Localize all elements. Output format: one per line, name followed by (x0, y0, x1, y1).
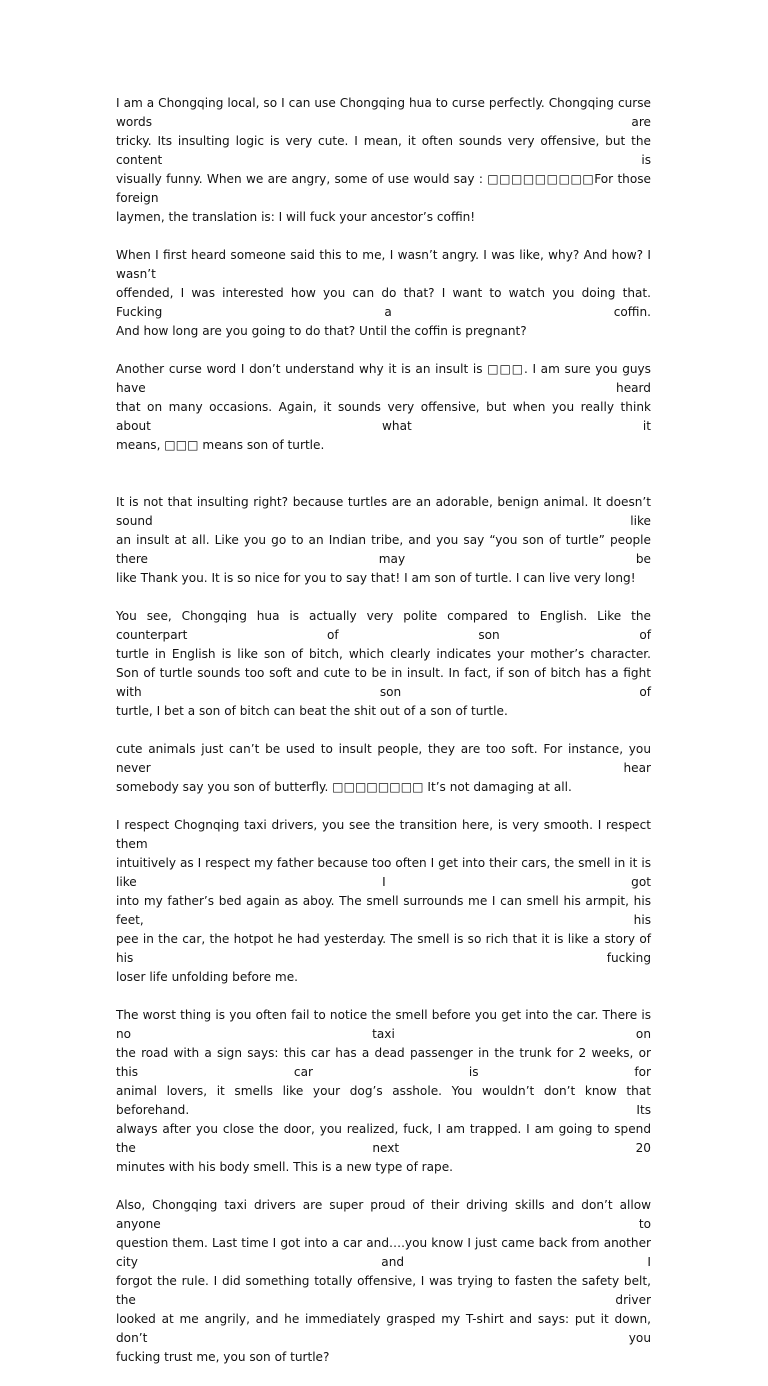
text-line: always after you close the door, you realized, fuck, I am trapped. I am going to spend the next 20 (116, 1122, 651, 1155)
text-line: means, □□□ means son of turtle. (116, 438, 325, 452)
text-line: an insult at all. Like you go to an Indian tribe, and you say “you son of turtle” people there may be (116, 533, 651, 566)
text-line: minutes with his body smell. This is a new type of rape. (116, 1160, 454, 1174)
text-line: looked at me angrily, and he immediately grasped my T-shirt and says: put it down, don’t you (116, 1312, 651, 1345)
paragraph (116, 1196, 651, 1367)
text-line: Another curse word I don’t understand why it is an insult is □□□. I am sure you guys have heard (116, 362, 651, 395)
text-line: turtle, I bet a son of bitch can beat the shit out of a son of turtle. (116, 704, 508, 718)
text-line: When I first heard someone said this to me, I wasn’t angry. I was like, why? And how? I wasn’t (116, 248, 651, 281)
text-line: like Thank you. It is so nice for you to say that! I am son of turtle. I can live very long! (116, 571, 636, 585)
text-line: animal lovers, it smells like your dog’s asshole. You wouldn’t don’t know that beforehand. Its (116, 1084, 651, 1117)
text-line: that on many occasions. Again, it sounds very offensive, but when you really think about what it (116, 400, 651, 433)
text-line: tricky. Its insulting logic is very cute. I mean, it often sounds very offensive, but the content is (116, 134, 651, 167)
paragraph (116, 1006, 651, 1177)
text-line: turtle in English is like son of bitch, which clearly indicates your mother’s character. (116, 647, 651, 661)
paragraph (116, 246, 651, 341)
text-line: laymen, the translation is: I will fuck your ancestor’s coffin! (116, 210, 476, 224)
text-line: offended, I was interested how you can do that? I want to watch you doing that. Fucking a coffin. (116, 286, 651, 319)
text-line: into my father’s bed again as aboy. The smell surrounds me I can smell his armpit, his feet, his (116, 894, 651, 927)
paragraph (116, 493, 651, 588)
text-line: cute animals just can’t be used to insult people, they are too soft. For instance, you never hear (116, 742, 651, 775)
text-line: visually funny. When we are angry, some of use would say : □□□□□□□□□For those foreign (116, 172, 651, 205)
text-line: It is not that insulting right? because turtles are an adorable, benign animal. It doesn’t sound like (116, 495, 651, 528)
paragraph (116, 360, 651, 455)
text-line: fucking trust me, you son of turtle? (116, 1350, 330, 1364)
text-line: loser life unfolding before me. (116, 970, 298, 984)
text-line: I respect Chognqing taxi drivers, you see the transition here, is very smooth. I respect them (116, 818, 651, 851)
document-page (116, 94, 651, 1386)
text-line: And how long are you going to do that? Until the coffin is pregnant? (116, 324, 527, 338)
paragraph (116, 94, 651, 227)
text-line: Also, Chongqing taxi drivers are super proud of their driving skills and don’t allow anyone to (116, 1198, 651, 1231)
text-line: You see, Chongqing hua is actually very polite compared to English. Like the counterpart of son of (116, 609, 651, 642)
text-line: somebody say you son of butterfly. □□□□□□□□ It’s not damaging at all. (116, 780, 572, 794)
paragraph (116, 816, 651, 987)
text-line: question them. Last time I got into a car and….you know I just came back from another city and I (116, 1236, 651, 1269)
text-line: I am a Chongqing local, so I can use Chongqing hua to curse perfectly. Chongqing curse words are (116, 96, 651, 129)
text-line: Son of turtle sounds too soft and cute to be in insult. In fact, if son of bitch has a fight with son of (116, 666, 651, 699)
text-line: the road with a sign says: this car has a dead passenger in the trunk for 2 weeks, or this car is for (116, 1046, 651, 1079)
paragraph-spacer (116, 474, 651, 493)
paragraph (116, 740, 651, 797)
text-line: The worst thing is you often fail to notice the smell before you get into the car. There is no taxi on (116, 1008, 651, 1041)
paragraph (116, 607, 651, 721)
text-line: forgot the rule. I did something totally offensive, I was trying to fasten the safety belt, the driver (116, 1274, 651, 1307)
text-line: pee in the car, the hotpot he had yesterday. The smell is so rich that it is like a story of his fucking (116, 932, 651, 965)
text-line: intuitively as I respect my father because too often I get into their cars, the smell in it is like I got (116, 856, 651, 889)
